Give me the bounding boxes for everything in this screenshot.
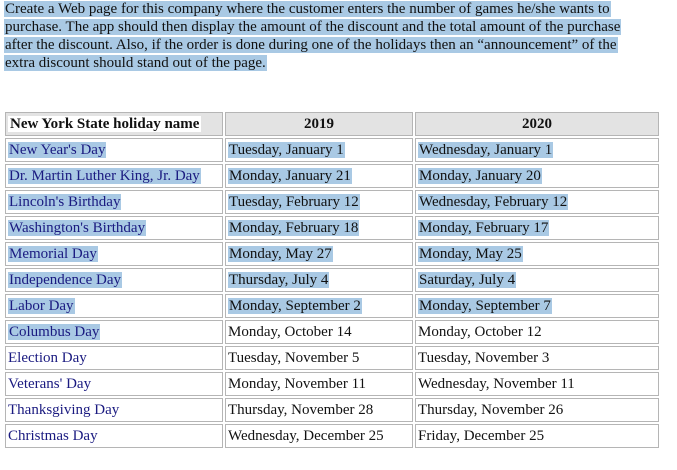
holiday-name-cell	[5, 216, 223, 240]
date-2020-cell	[415, 320, 659, 344]
table-row	[5, 398, 659, 422]
holiday-name-cell	[5, 346, 223, 370]
header-2020	[415, 112, 659, 136]
date-2019: Tuesday, January 1	[229, 141, 344, 158]
holiday-name: Memorial Day	[9, 245, 97, 262]
date-2019: Tuesday, November 5	[228, 349, 360, 366]
intro-line	[4, 18, 672, 36]
date-2020-cell	[415, 372, 659, 396]
holiday-name: Christmas Day	[8, 427, 98, 444]
holiday-name: Election Day	[8, 349, 87, 366]
holiday-name-cell	[5, 320, 223, 344]
holiday-name-cell	[5, 190, 223, 214]
date-2019: Monday, September 2	[229, 297, 361, 314]
date-2020-cell	[415, 294, 659, 318]
holiday-name-cell	[5, 242, 223, 266]
holiday-name-cell	[5, 372, 223, 396]
date-2019-cell	[225, 138, 413, 162]
date-2019-cell	[225, 398, 413, 422]
holiday-name: Dr. Martin Luther King, Jr. Day	[9, 167, 200, 184]
holiday-name: New Year's Day	[9, 141, 106, 158]
date-2020-cell	[415, 138, 659, 162]
header-holiday-name-text: New York State holiday name	[10, 115, 200, 132]
intro-line	[4, 54, 672, 72]
intro-line	[4, 36, 672, 54]
holiday-name-cell	[5, 138, 223, 162]
date-2020: Monday, February 17	[419, 219, 549, 236]
table-row	[5, 268, 659, 292]
date-2020: Monday, October 12	[418, 323, 542, 340]
date-2020-cell	[415, 242, 659, 266]
date-2019-cell	[225, 346, 413, 370]
holiday-name-cell	[5, 164, 223, 188]
date-2020: Tuesday, November 3	[418, 349, 550, 366]
table-row	[5, 242, 659, 266]
date-2020: Monday, January 20	[419, 167, 541, 184]
table-header-row	[5, 112, 659, 136]
date-2019-cell	[225, 320, 413, 344]
holiday-name: Washington's Birthday	[9, 219, 146, 236]
date-2019: Monday, February 18	[229, 219, 359, 236]
header-holiday-name	[5, 112, 223, 136]
date-2019-cell	[225, 164, 413, 188]
intro-line-text: extra discount should stand out of the page.	[5, 55, 266, 71]
intro-line-text: after the discount. Also, if the order is done during one of the holidays then an “announcement” of the	[5, 37, 617, 53]
date-2019: Monday, May 27	[229, 245, 332, 262]
intro-line-text: purchase. The app should then display the amount of the discount and the total amount of the purchase	[5, 19, 621, 35]
header-2020-text: 2020	[522, 115, 552, 132]
holiday-name-cell	[5, 268, 223, 292]
date-2019-cell	[225, 294, 413, 318]
date-2019: Monday, January 21	[229, 167, 351, 184]
holiday-name: Veterans' Day	[8, 375, 92, 392]
date-2019: Monday, October 14	[228, 323, 352, 340]
date-2020: Friday, December 25	[418, 427, 545, 444]
date-2020: Thursday, November 26	[418, 401, 564, 418]
holiday-name: Lincoln's Birthday	[9, 193, 121, 210]
table-row	[5, 320, 659, 344]
date-2020-cell	[415, 424, 659, 448]
holiday-name-cell	[5, 398, 223, 422]
holiday-name-cell	[5, 294, 223, 318]
table-row	[5, 164, 659, 188]
date-2019-cell	[225, 190, 413, 214]
date-2020: Saturday, July 4	[419, 271, 516, 288]
holiday-name-cell	[5, 424, 223, 448]
table-row	[5, 138, 659, 162]
date-2019: Tuesday, February 12	[229, 193, 359, 210]
intro-line-text: Create a Web page for this company where the customer enters the number of games he/she wants to	[5, 1, 610, 17]
holiday-name: Labor Day	[9, 297, 74, 314]
table-row	[5, 372, 659, 396]
date-2019-cell	[225, 372, 413, 396]
table-row	[5, 424, 659, 448]
date-2020-cell	[415, 346, 659, 370]
date-2020-cell	[415, 216, 659, 240]
date-2020: Wednesday, February 12	[419, 193, 568, 210]
intro-line	[4, 0, 672, 18]
intro-paragraph	[4, 0, 672, 72]
date-2019-cell	[225, 242, 413, 266]
date-2019-cell	[225, 268, 413, 292]
holiday-table	[3, 110, 661, 450]
table-row	[5, 346, 659, 370]
header-2019-text: 2019	[304, 115, 334, 132]
date-2020: Monday, September 7	[419, 297, 551, 314]
header-2019	[225, 112, 413, 136]
date-2020-cell	[415, 164, 659, 188]
date-2020-cell	[415, 398, 659, 422]
date-2020-cell	[415, 268, 659, 292]
date-2019-cell	[225, 424, 413, 448]
date-2019: Monday, November 11	[228, 375, 367, 392]
date-2019-cell	[225, 216, 413, 240]
date-2019: Thursday, November 28	[228, 401, 374, 418]
date-2019: Wednesday, December 25	[228, 427, 384, 444]
holiday-name: Columbus Day	[9, 323, 100, 340]
date-2020: Monday, May 25	[419, 245, 522, 262]
table-row	[5, 190, 659, 214]
table-row	[5, 216, 659, 240]
table-row	[5, 294, 659, 318]
date-2020: Wednesday, January 1	[419, 141, 553, 158]
date-2020: Wednesday, November 11	[418, 375, 575, 392]
date-2020-cell	[415, 190, 659, 214]
date-2019: Thursday, July 4	[229, 271, 329, 288]
holiday-name: Thanksgiving Day	[8, 401, 120, 418]
holiday-name: Independence Day	[9, 271, 122, 288]
